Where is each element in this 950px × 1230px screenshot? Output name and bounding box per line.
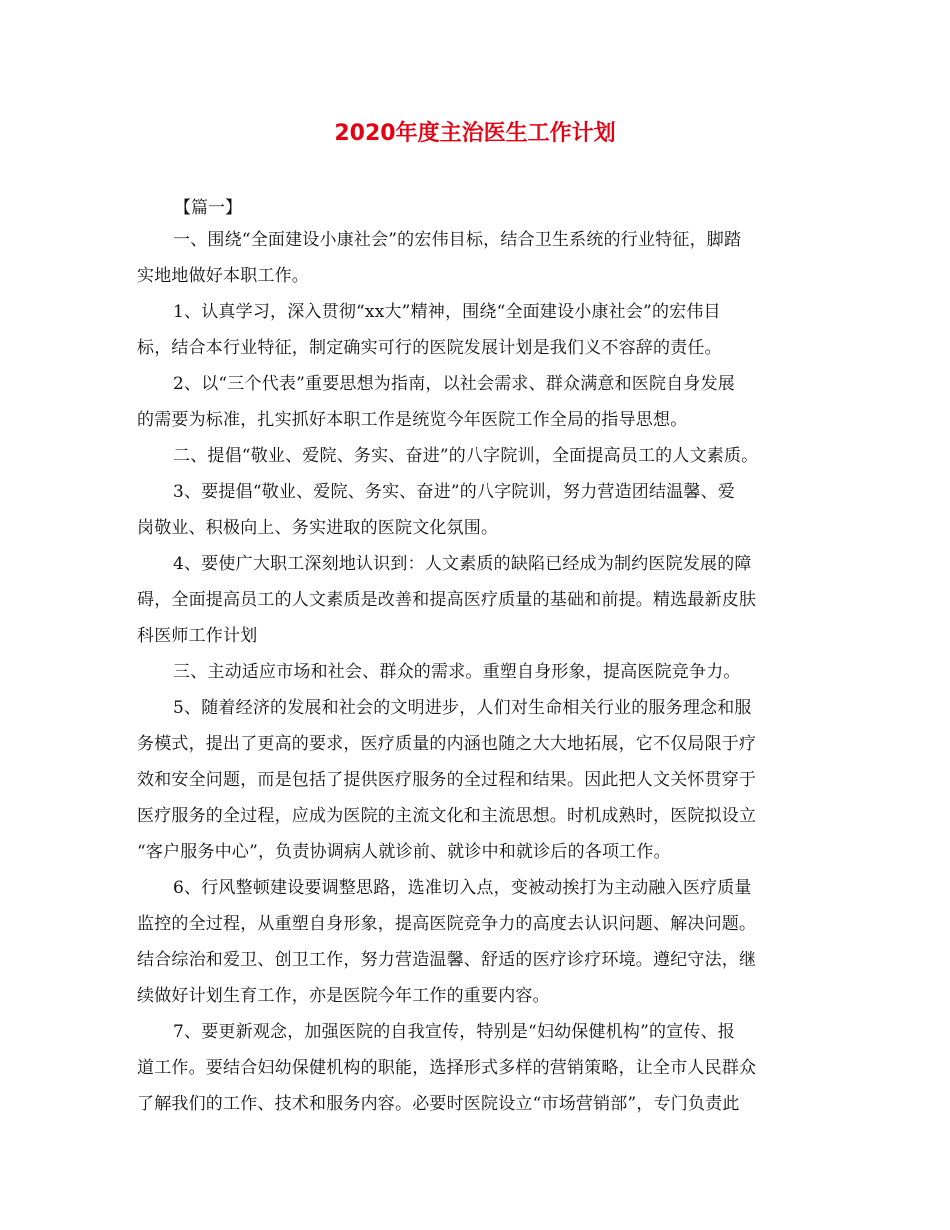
paragraph-first-line: 6、行风整顿建设要调整思路，选准切入点，变被动挨打为主动融入医疗质量 xyxy=(173,878,752,898)
body-paragraph xyxy=(137,690,817,870)
body-paragraph xyxy=(137,474,817,546)
body-paragraph xyxy=(137,222,817,294)
paragraph-first-line: 3、要提倡“敬业、爱院、务实、奋进”的八字院训，努力营造团结温馨、爱 xyxy=(173,482,735,502)
paragraph-line: 科医师工作计划 xyxy=(137,626,258,646)
paragraph-line: 道工作。要结合妇幼保健机构的职能，选择形式多样的营销策略，让全市人民群众 xyxy=(137,1058,757,1078)
body-paragraph xyxy=(137,366,817,438)
paragraph-first-line: 1、认真学习，深入贯彻“xx大”精神，围绕“全面建设小康社会”的宏伟目 xyxy=(173,302,721,322)
paragraph-first-line: 5、随着经济的发展和社会的文明进步，人们对生命相关行业的服务理念和服 xyxy=(173,698,752,718)
paragraph-first-line: 三、主动适应市场和社会、群众的需求。重塑自身形象，提高医院竞争力。 xyxy=(173,662,741,682)
body-paragraph xyxy=(137,546,817,654)
paragraph-line: “客户服务中心”，负责协调病人就诊前、就诊中和就诊后的各项工作。 xyxy=(137,842,671,862)
paragraph-first-line: 4、要使广大职工深刻地认识到：人文素质的缺陷已经成为制约医院发展的障 xyxy=(173,554,752,574)
paragraph-first-line: 7、要更新观念，加强医院的自我宣传，特别是“妇幼保健机构”的宣传、报 xyxy=(173,1022,735,1042)
paragraph-first-line: 2、以“三个代表”重要思想为指南，以社会需求、群众满意和医院自身发展 xyxy=(173,374,735,394)
body-paragraph xyxy=(137,1014,817,1122)
paragraph-line: 了解我们的工作、技术和服务内容。必要时医院设立“市场营销部”，专门负责此 xyxy=(137,1094,740,1114)
paragraph-first-line: 二、提倡“敬业、爱院、务实、奋进”的八字院训，全面提高员工的人文素质。 xyxy=(173,446,759,466)
paragraph-line: 的需要为标准，扎实抓好本职工作是统览今年医院工作全局的指导思想。 xyxy=(137,410,688,430)
paragraph-line: 续做好计划生育工作，亦是医院今年工作的重要内容。 xyxy=(137,986,550,1006)
paragraph-line: 实地地做好本职工作。 xyxy=(137,266,309,286)
paragraph-line: 碍，全面提高员工的人文素质是改善和提高医疗质量的基础和前提。精选最新皮肤 xyxy=(137,590,757,610)
paragraph-line: 岗敬业、积极向上、务实进取的医院文化氛围。 xyxy=(137,518,499,538)
document-body xyxy=(137,222,817,1122)
paragraph-line: 务模式，提出了更高的要求，医疗质量的内涵也随之大大地拓展，它不仅局限于疗 xyxy=(137,734,757,754)
paragraph-first-line: 一、围绕“全面建设小康社会”的宏伟目标，结合卫生系统的行业特征，脚踏 xyxy=(173,230,742,250)
paragraph-line: 医疗服务的全过程，应成为医院的主流文化和主流思想。时机成熟时，医院拟设立 xyxy=(137,806,757,826)
section-label: 【篇一】 xyxy=(174,198,242,218)
paragraph-line: 效和安全问题，而是包括了提供医疗服务的全过程和结果。因此把人文关怀贯穿于 xyxy=(137,770,757,790)
paragraph-line: 监控的全过程，从重塑自身形象，提高医院竞争力的高度去认识问题、解决问题。 xyxy=(137,914,757,934)
paragraph-line: 结合综治和爱卫、创卫工作，努力营造温馨、舒适的医疗诊疗环境。遵纪守法，继 xyxy=(137,950,757,970)
paragraph-line: 标，结合本行业特征，制定确实可行的医院发展计划是我们义不容辞的责任。 xyxy=(137,338,722,358)
document-title: 2020年度主治医生工作计划 xyxy=(334,121,616,146)
body-paragraph xyxy=(137,870,817,1014)
body-paragraph xyxy=(137,438,817,474)
body-paragraph xyxy=(137,294,817,366)
body-paragraph xyxy=(137,654,817,690)
